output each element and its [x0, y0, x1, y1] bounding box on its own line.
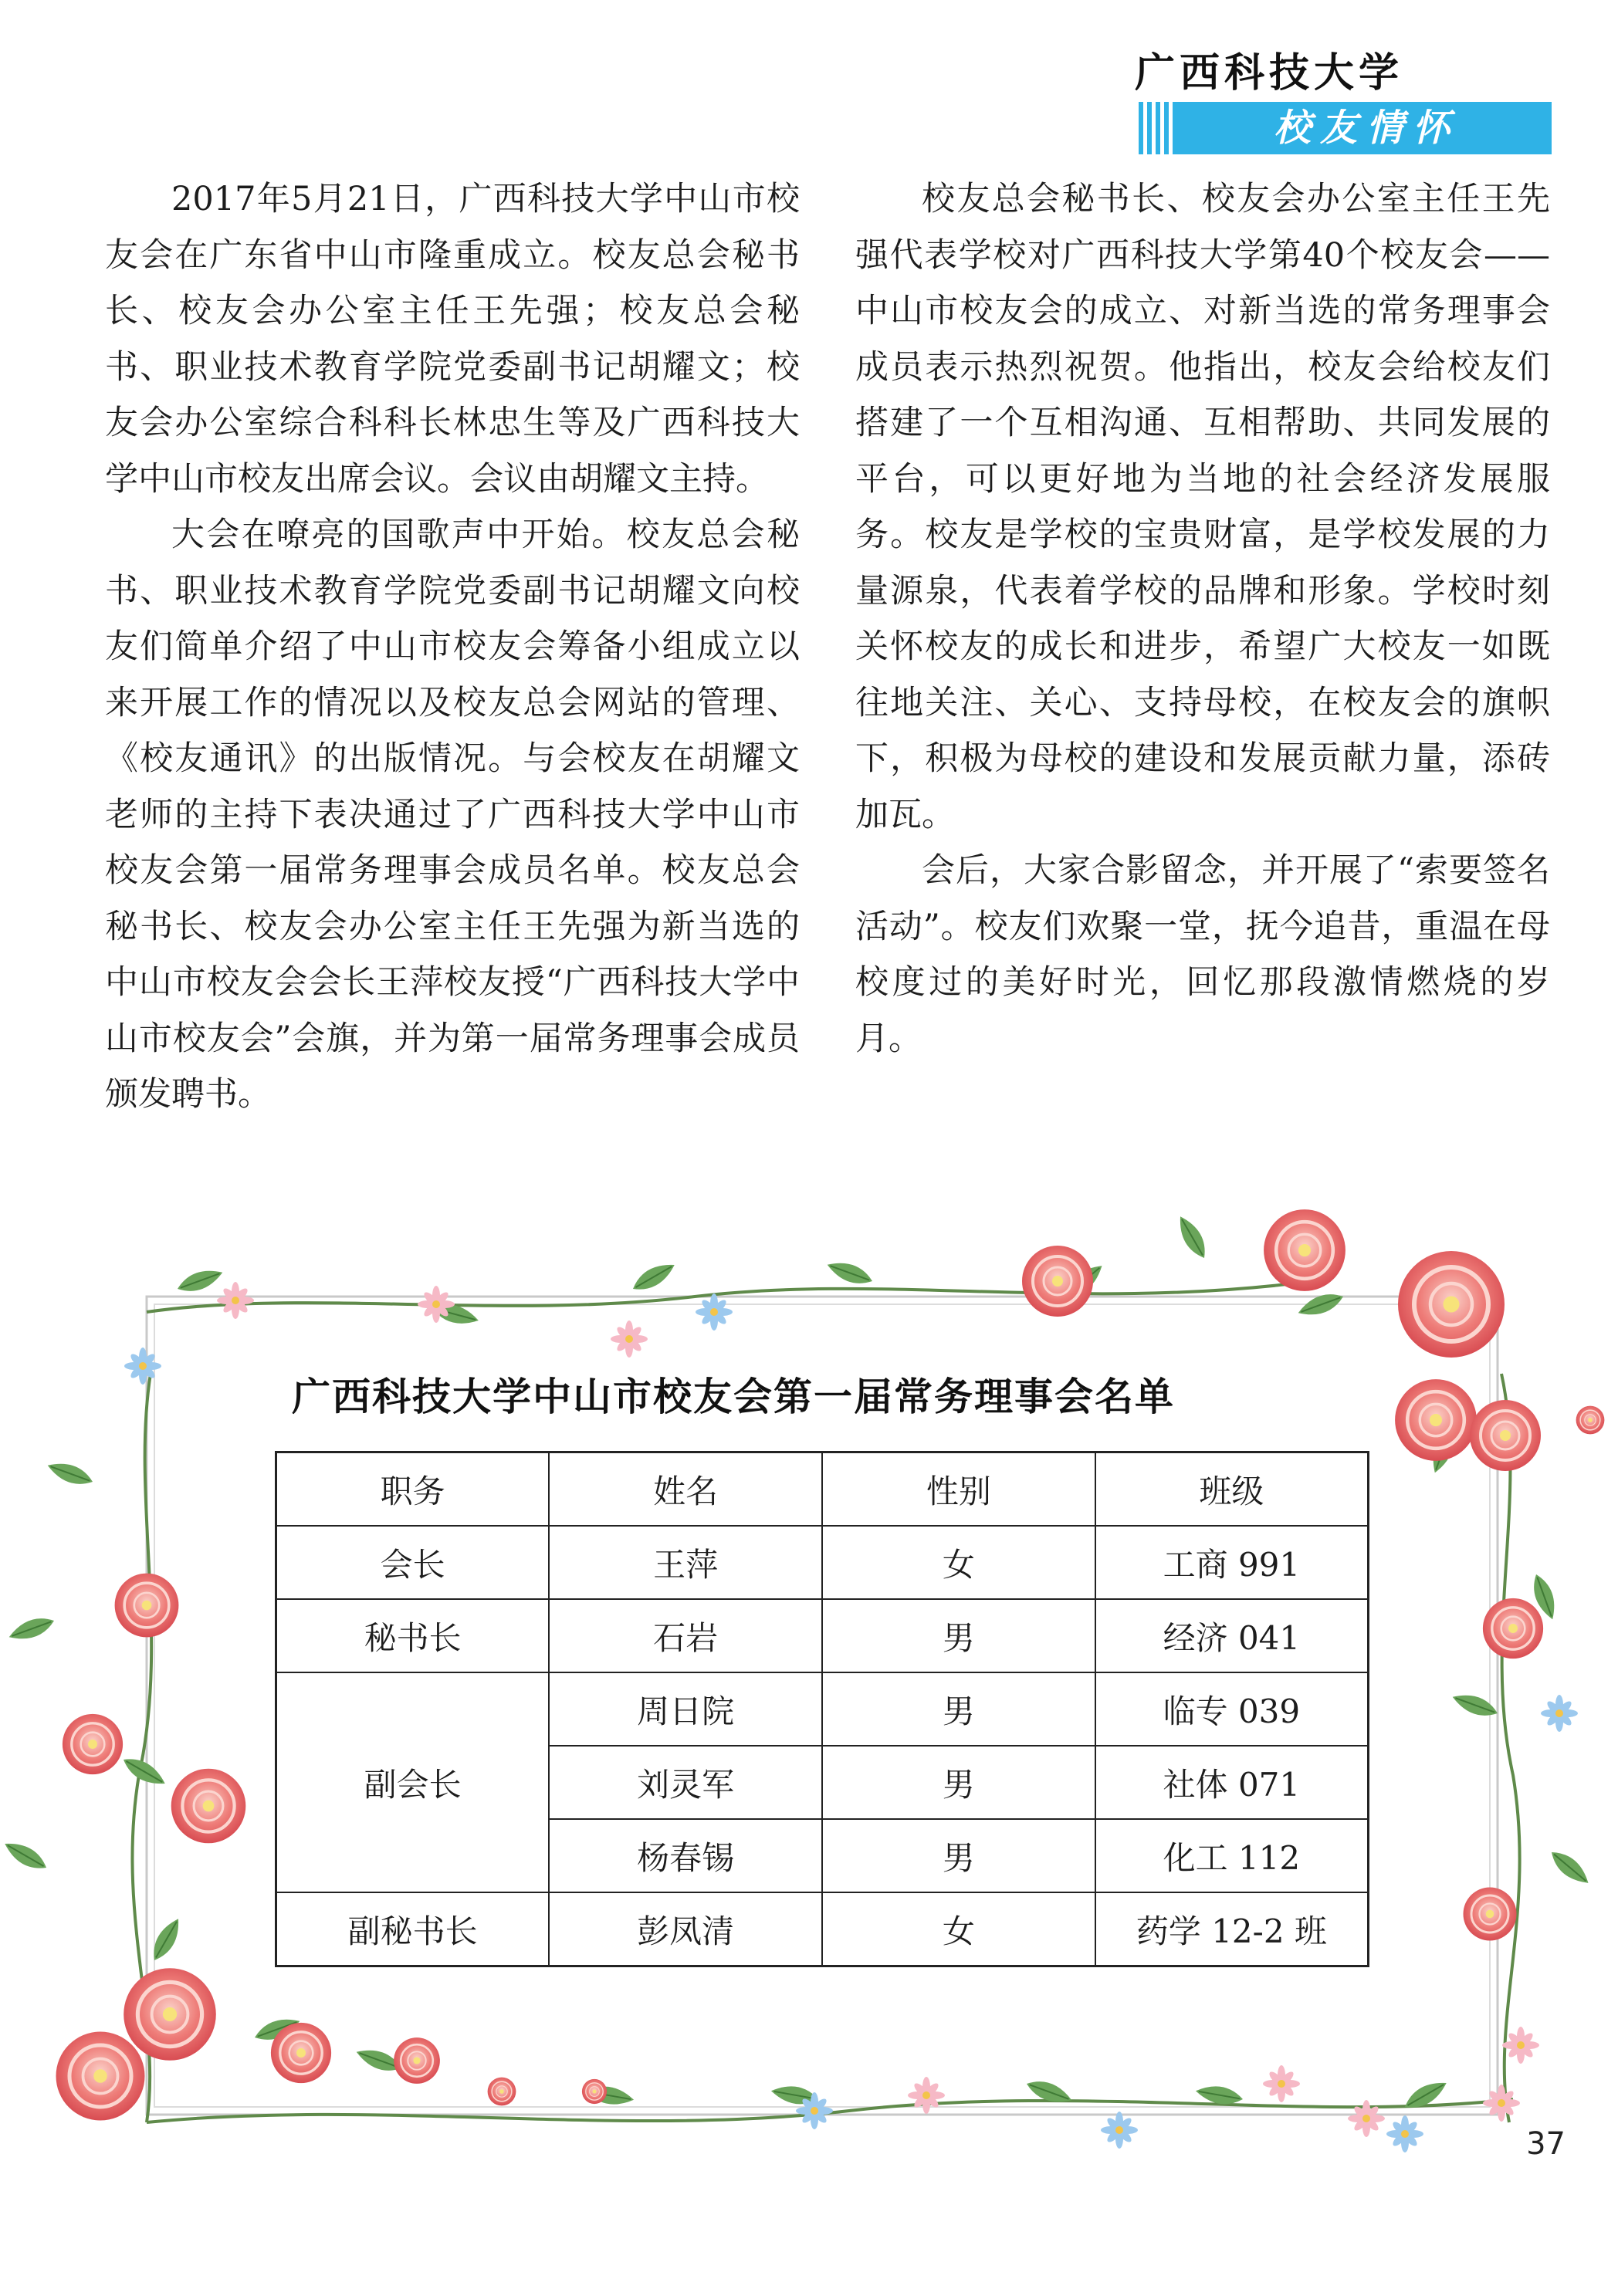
cell-position: 秘书长: [276, 1599, 550, 1672]
masthead-school-name: 广西科技大学: [1135, 50, 1404, 96]
cell-name: 杨春锡: [549, 1819, 822, 1892]
cell-position: 会长: [276, 1526, 550, 1599]
section-banner: [1135, 102, 1552, 154]
article-paragraph: 2017年5月21日，广西科技大学中山市校友会在广东省中山市隆重成立。校友总会秘书长、校友会办公室主任王先强；校友总会秘书、职业技术教育学院党委副书记胡耀文；校友会办公室综合科科长林忠生等及广西科技大学中山市校友出席会议。会议由胡耀文主持。: [105, 180, 800, 499]
section-title: 校友情怀: [1274, 107, 1460, 150]
header-gender: 性别: [822, 1452, 1095, 1527]
cell-name: 周日院: [549, 1672, 822, 1746]
article-column-left: [105, 171, 800, 1123]
header-class: 班级: [1095, 1452, 1369, 1527]
cell-name: 王萍: [549, 1526, 822, 1599]
table-row: [276, 1672, 1369, 1746]
header-position: 职务: [276, 1452, 550, 1527]
table-header-row: [276, 1452, 1369, 1527]
cell-class: 药学 12-2 班: [1095, 1892, 1369, 1966]
table-row: [276, 1599, 1369, 1672]
cell-gender: 女: [822, 1892, 1095, 1966]
cell-position: 副会长: [276, 1672, 550, 1892]
page-number: 37: [1526, 2126, 1566, 2162]
cell-class: 经济 041: [1095, 1599, 1369, 1672]
cell-gender: 男: [822, 1672, 1095, 1746]
header-name: 姓名: [549, 1452, 822, 1527]
cell-class: 化工 112: [1095, 1819, 1369, 1892]
cell-class: 临专 039: [1095, 1672, 1369, 1746]
table-row: [276, 1892, 1369, 1966]
cell-class: 工商 991: [1095, 1526, 1369, 1599]
table-row: [276, 1526, 1369, 1599]
cell-position: 副秘书长: [276, 1892, 550, 1966]
cell-gender: 男: [822, 1746, 1095, 1819]
roster-title: 广西科技大学中山市校友会第一届常务理事会名单: [292, 1375, 1175, 1419]
cell-gender: 女: [822, 1526, 1095, 1599]
article-paragraph: 校友总会秘书长、校友会办公室主任王先强代表学校对广西科技大学第40个校友会——中山市校友会的成立、对新当选的常务理事会成员表示热烈祝贺。他指出，校友会给校友们搭建了一个互相沟通、互相帮助、共同发展的平台，可以更好地为当地的社会经济发展服务。校友是学校的宝贵财富，是学校发展的力量源泉，代表着学校的品牌和形象。学校时刻关怀校友的成长和进步，希望广大校友一如既往地关注、关心、支持母校，在校友会的旗帜下，积极为母校的建设和发展贡献力量，添砖加瓦。: [855, 180, 1550, 834]
banner-stripes: [1135, 102, 1175, 154]
cell-gender: 男: [822, 1819, 1095, 1892]
article-column-right: [855, 171, 1550, 1067]
cell-name: 彭凤清: [549, 1892, 822, 1966]
article-paragraph: 会后，大家合影留念，并开展了“索要签名活动”。校友们欢聚一堂，抚今追昔，重温在母校度过的美好时光，回忆那段激情燃烧的岁月。: [855, 851, 1550, 1058]
roster-table: [275, 1451, 1369, 1967]
cell-name: 石岩: [549, 1599, 822, 1672]
cell-name: 刘灵军: [549, 1746, 822, 1819]
cell-class: 社体 071: [1095, 1746, 1369, 1819]
article-paragraph: 大会在嘹亮的国歌声中开始。校友总会秘书、职业技术教育学院党委副书记胡耀文向校友们简单介绍了中山市校友会筹备小组成立以来开展工作的情况以及校友总会网站的管理、《校友通讯》的出版情况。与会校友在胡耀文老师的主持下表决通过了广西科技大学中山市校友会第一届常务理事会成员名单。校友总会秘书长、校友会办公室主任王先强为新当选的中山市校友会会长王萍校友授“广西科技大学中山市校友会”会旗，并为第一届常务理事会成员颁发聘书。: [105, 516, 800, 1114]
cell-gender: 男: [822, 1599, 1095, 1672]
